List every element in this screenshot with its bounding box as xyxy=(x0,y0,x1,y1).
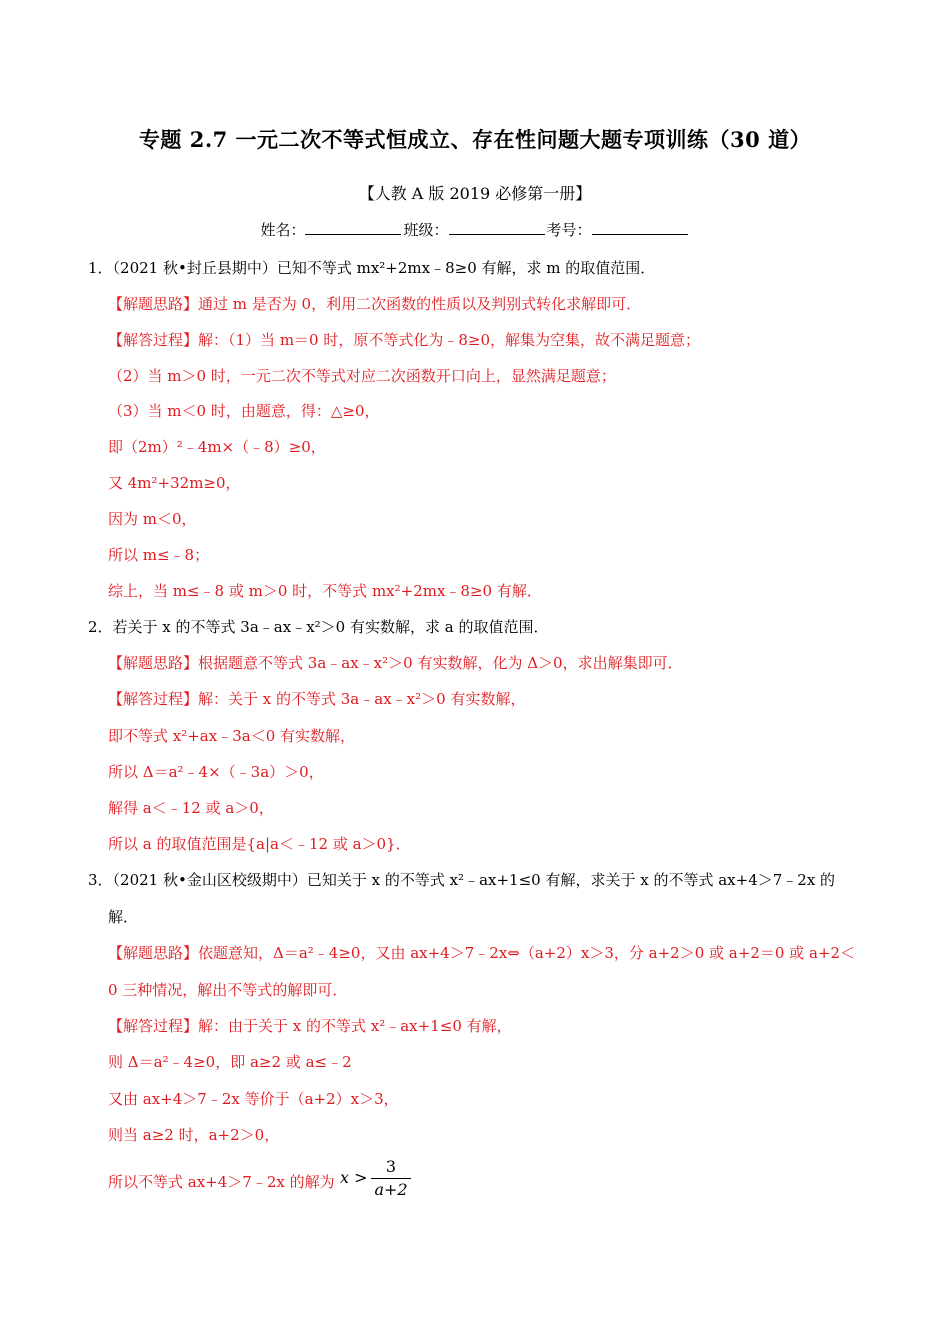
solution-line: 因为 m＜0， xyxy=(108,510,197,528)
exam-blank xyxy=(592,220,688,235)
solution-line: 又 4m²+32m≥0， xyxy=(108,474,241,492)
question-1: 1．（2021 秋•封丘县期中）已知不等式 mx²+2mx﹣8≥0 有解，求 m 的取值范围． xyxy=(88,259,656,277)
student-info-row xyxy=(0,219,950,240)
solution-line: 即（2m）²﹣4m×（﹣8）≥0， xyxy=(108,438,326,456)
solution-line: （3）当 m＜0 时，由题意，得：△≥0， xyxy=(108,402,380,420)
solution-line: 又由 ax+4＞7﹣2x 等价于（a+2）x＞3， xyxy=(108,1090,399,1108)
name-blank xyxy=(305,220,401,235)
solution-line: 所以不等式 ax+4＞7﹣2x 的解为 xyxy=(108,1173,335,1191)
page-title: 专题 2.7 一元二次不等式恒成立、存在性问题大题专项训练（30 道） xyxy=(138,127,812,152)
solution-line: 所以 Δ＝a²﹣4×（﹣3a）＞0， xyxy=(108,763,324,781)
solution-line: 所以 m≤﹣8； xyxy=(108,546,210,564)
fraction-lhs: x > xyxy=(340,1168,368,1187)
solution-line: 【解答过程】解：（1）当 m＝0 时，原不等式化为﹣8≥0，解集为空集，故不满足题意； xyxy=(108,331,701,349)
solution-line: 【解答过程】解：关于 x 的不等式 3a﹣ax﹣x²＞0 有实数解， xyxy=(108,690,526,708)
solution-line: 综上，当 m≤﹣8 或 m＞0 时，不等式 mx²+2mx﹣8≥0 有解． xyxy=(108,582,542,600)
fraction-bar xyxy=(371,1178,411,1179)
hint-3-cont: 0 三种情况，解出不等式的解即可． xyxy=(108,981,348,999)
question-3: 3．（2021 秋•金山区校级期中）已知关于 x 的不等式 x²﹣ax+1≤0 有解，求关于 x 的不等式 ax+4＞7﹣2x 的 xyxy=(88,871,836,889)
hint-3: 【解题思路】依题意知，Δ＝a²﹣4≥0，又由 ax+4＞7﹣2x⇔（a+2）x＞3，分 a+2＞0 或 a+2＝0 或 a+2＜ xyxy=(108,944,855,962)
question-3-cont: 解． xyxy=(108,908,139,926)
solution-line: 则 Δ＝a²﹣4≥0，即 a≥2 或 a≤﹣2 xyxy=(108,1053,352,1071)
solution-line: 即不等式 x²+ax﹣3a＜0 有实数解， xyxy=(108,727,356,745)
hint-2: 【解题思路】根据题意不等式 3a﹣ax﹣x²＞0 有实数解，化为 Δ＞0，求出解集即可． xyxy=(108,654,683,672)
fraction-denominator: a+2 xyxy=(374,1180,408,1199)
page-subtitle: 【人教 A 版 2019 必修第一册】 xyxy=(358,184,592,203)
solution-line: 解得 a＜﹣12 或 a＞0， xyxy=(108,799,274,817)
fraction xyxy=(371,1157,411,1200)
name-label: 姓名： xyxy=(260,221,306,239)
class-label: 班级： xyxy=(403,221,449,239)
class-blank xyxy=(449,220,545,235)
solution-line: （2）当 m＞0 时，一元二次不等式对应二次函数开口向上，显然满足题意； xyxy=(108,367,616,385)
hint-1: 【解题思路】通过 m 是否为 0，利用二次函数的性质以及判别式转化求解即可． xyxy=(108,295,642,313)
question-2: 2．若关于 x 的不等式 3a﹣ax﹣x²＞0 有实数解，求 a 的取值范围． xyxy=(88,618,549,636)
solution-line: 【解答过程】解：由于关于 x 的不等式 x²﹣ax+1≤0 有解， xyxy=(108,1017,512,1035)
solution-line: 所以 a 的取值范围是{a|a＜﹣12 或 a＞0}． xyxy=(108,835,411,853)
fraction-numerator: 3 xyxy=(385,1157,397,1176)
solution-line: 则当 a≥2 时，a+2＞0， xyxy=(108,1126,280,1144)
exam-label: 考号： xyxy=(546,221,592,239)
